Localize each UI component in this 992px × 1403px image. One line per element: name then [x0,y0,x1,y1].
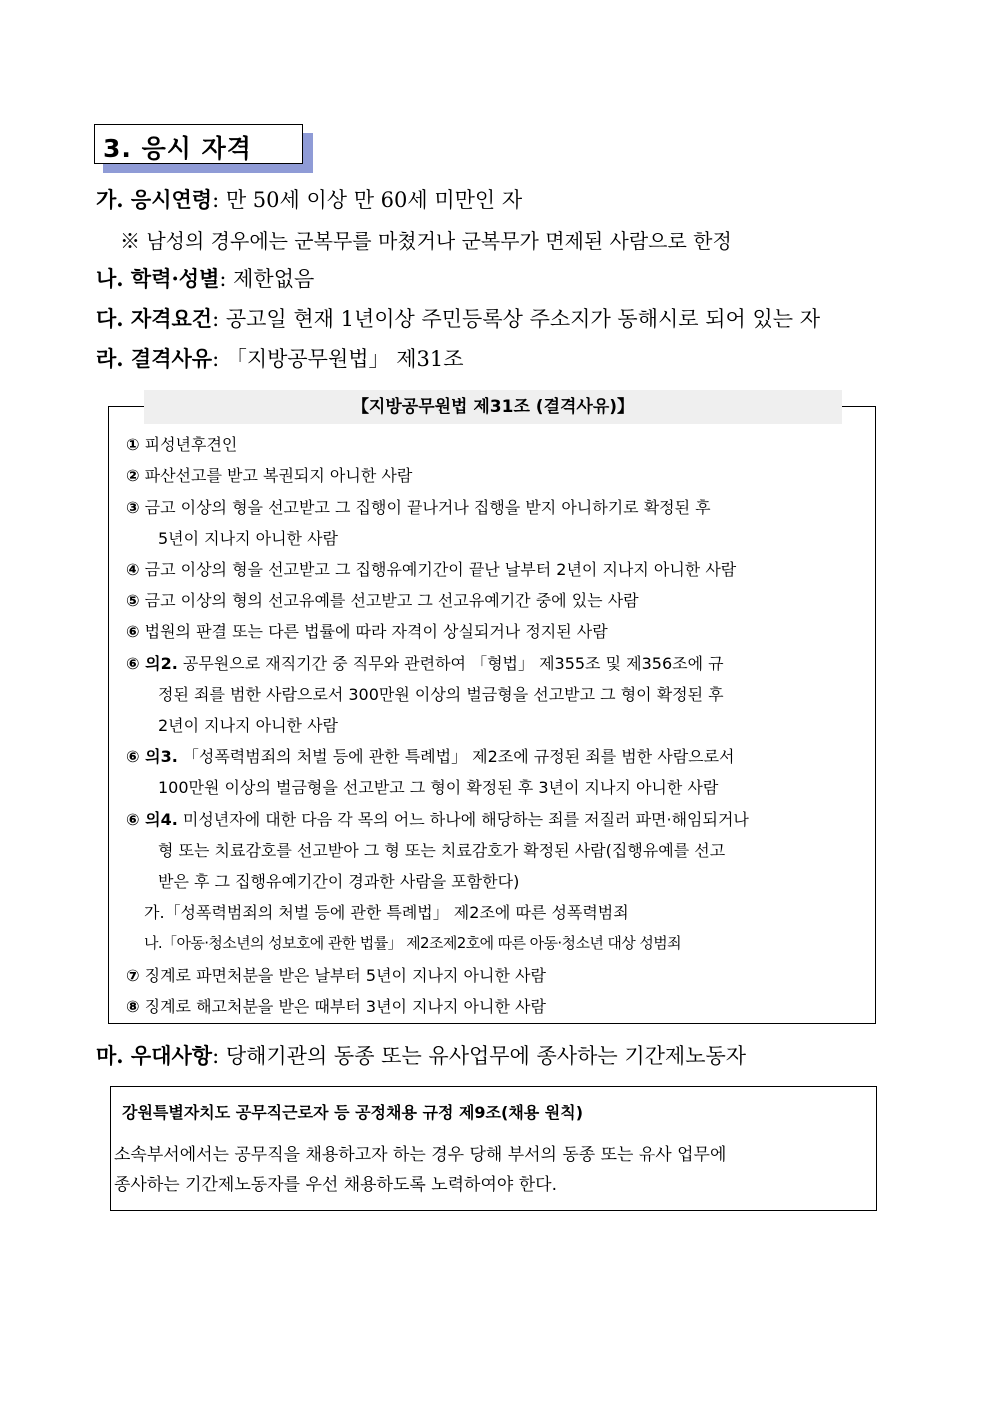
article31-title: 【지방공무원법 제31조 (결격사유)】 [144,390,842,424]
qualification-label: 나. 학력·성별 [96,266,220,291]
item-number: ④ [126,560,140,579]
item-text: 징계로 파면처분을 받은 날부터 5년이 지나지 아니한 사람 [139,966,546,985]
item-text: 피성년후견인 [139,435,238,454]
qualification-preference [96,1040,746,1070]
item-text: 금고 이상의 형의 선고유예를 선고받고 그 선고유예기간 중에 있는 사람 [139,591,639,610]
article9-text-line: 소속부서에서는 공무직을 채용하고자 하는 경우 당해 부서의 동종 또는 유사 업무에 [114,1145,727,1165]
item-number: ⑥ 의2. [126,654,178,673]
qualification-label: 마. 우대사항 [96,1043,213,1068]
qualification-text: : 당해기관의 동종 또는 유사업무에 종사하는 기간제노동자 [212,1044,747,1068]
article31-item [126,557,736,580]
qualification-disqualification [96,343,464,373]
article31-item-continuation: 형 또는 치료감호를 선고받아 그 형 또는 치료감호가 확정된 사람(집행유예를 선고 [158,841,726,860]
item-text: 「성폭력범죄의 처벌 등에 관한 특례법」 제2조에 규정된 죄를 범한 사람으로서 [177,747,735,766]
item-text: 금고 이상의 형을 선고받고 그 집행유예기간이 끝난 날부터 2년이 지나지 아니한 사람 [139,560,737,579]
article31-subitem: 가.「성폭력범죄의 처벌 등에 관한 특례법」 제2조에 따른 성폭력범죄 [144,903,629,922]
item-text: 징계로 해고처분을 받은 때부터 3년이 지나지 아니한 사람 [139,997,546,1016]
item-text: 공무원으로 재직기간 중 직무와 관련하여 「형법」 제355조 및 제356조에 규 [177,654,724,673]
article31-item [126,807,749,830]
qualification-education [96,263,314,293]
item-number: ② [126,466,140,485]
item-number: ① [126,435,140,454]
qualification-label: 라. 결격사유 [96,346,213,371]
article31-item [126,588,639,611]
section-title: 3. 응시 자격 [103,134,252,163]
article31-item [126,619,608,642]
item-text: 미성년자에 대한 다음 각 목의 어느 하나에 해당하는 죄를 저질러 파면·해임되거나 [177,810,749,829]
article31-item [126,651,724,674]
article31-item-continuation: 100만원 이상의 벌금형을 선고받고 그 형이 확정된 후 3년이 지나지 아니한 사람 [158,778,719,797]
item-number: ③ [126,498,140,517]
article31-item [126,432,237,455]
article31-item [126,495,711,518]
article31-item-continuation: 받은 후 그 집행유예기간이 경과한 사람을 포함한다) [158,872,520,891]
article31-item [126,463,412,486]
qualification-text: : 공고일 현재 1년이상 주민등록상 주소지가 동해시로 되어 있는 자 [212,307,821,331]
article31-item-continuation: 정된 죄를 범한 사람으로서 300만원 이상의 벌금형을 선고받고 그 형이 확정된 후 [158,685,724,704]
item-number: ⑦ [126,966,140,985]
article31-item [126,963,546,986]
item-text: 법원의 판결 또는 다른 법률에 따라 자격이 상실되거나 정지된 사람 [139,622,608,641]
qualification-text: : 「지방공무원법」 제31조 [212,347,464,371]
military-note: ※ 남성의 경우에는 군복무를 마쳤거나 군복무가 면제된 사람으로 한정 [120,229,732,253]
qualification-text: : 제한없음 [219,267,315,291]
item-number: ⑥ 의3. [126,747,178,766]
qualification-requirement [96,303,820,333]
item-number: ⑧ [126,997,140,1016]
article31-item [126,744,735,767]
item-number: ⑥ 의4. [126,810,178,829]
article9-title: 강원특별자치도 공무직근로자 등 공정채용 규정 제9조(채용 원칙) [122,1103,584,1122]
article31-item [126,994,546,1017]
article9-text-line: 종사하는 기간제노동자를 우선 채용하도록 노력하여야 한다. [114,1175,557,1195]
section-heading [94,124,303,164]
item-number: ⑥ [126,622,140,641]
qualification-label: 다. 자격요건 [96,306,213,331]
item-text: 파산선고를 받고 복권되지 아니한 사람 [139,466,413,485]
article31-subitem: 나.「아동·청소년의 성보호에 관한 법률」 제2조제2호에 따른 아동·청소년 대상 성범죄 [144,934,682,952]
qualification-label: 가. 응시연령 [96,187,213,212]
qualification-text: : 만 50세 이상 만 60세 미만인 자 [212,188,523,212]
item-number: ⑤ [126,591,140,610]
qualification-age [96,184,522,214]
article31-item-continuation: 5년이 지나지 아니한 사람 [158,529,338,548]
article31-item-continuation: 2년이 지나지 아니한 사람 [158,716,338,735]
item-text: 금고 이상의 형을 선고받고 그 집행이 끝나거나 집행을 받지 아니하기로 확정된 후 [139,498,711,517]
